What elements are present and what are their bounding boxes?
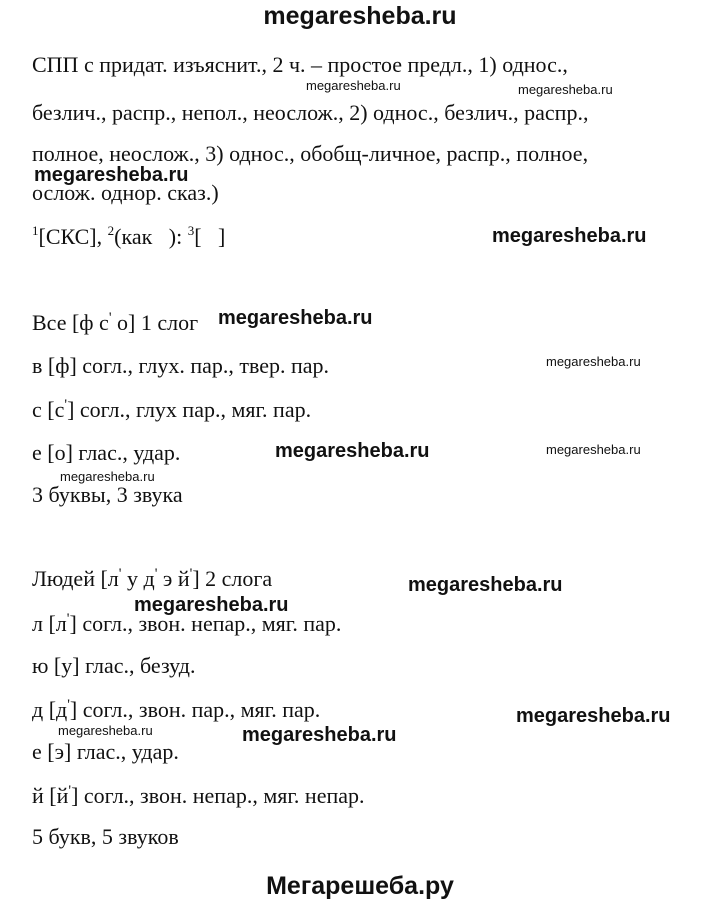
soft-mark: ' xyxy=(64,397,68,413)
scheme-part-3: [ ] xyxy=(194,224,226,249)
scheme-index-3: 3 xyxy=(187,223,195,238)
word2-row-4 xyxy=(32,739,179,765)
soft-mark: ' xyxy=(154,566,158,582)
word1-title-pre: Все [ф с xyxy=(32,310,109,335)
soft-mark: ' xyxy=(189,566,193,582)
row-text-pre: л [л xyxy=(32,611,67,636)
analysis-line-3: полное, неослож., 3) однос., обобщ-личное, распр., полное, xyxy=(32,141,589,166)
word2-title-pre: Людей [л xyxy=(32,566,119,591)
analysis-line-2: безлич., распр., непол., неослож., 2) однос., безлич., распр., xyxy=(32,100,589,125)
scheme-index-1: 1 xyxy=(32,223,39,238)
page-footer: Мегарешеба.ру xyxy=(266,872,454,900)
word1-row-3 xyxy=(32,440,180,466)
word1-row-1 xyxy=(32,353,329,379)
row-text: е [э] глас., удар. xyxy=(32,739,179,764)
word1-title-post: о] 1 слог xyxy=(111,310,199,335)
watermark: megaresheba.ru xyxy=(516,705,671,727)
row-text-post: ] согл., звон. непар., мяг. непар. xyxy=(71,783,365,808)
scheme-index-2: 2 xyxy=(107,223,115,238)
watermark: megaresheba.ru xyxy=(546,354,641,369)
page-header: megaresheba.ru xyxy=(263,2,457,30)
scheme-part-1: [СКС], xyxy=(38,224,108,249)
row-text-post: ] согл., звон. непар., мяг. пар. xyxy=(69,611,342,636)
word2-title-mid: э й xyxy=(157,566,190,591)
soft-mark: ' xyxy=(68,783,72,799)
analysis-line-1: СПП с придат. изъяснит., 2 ч. – простое предл., 1) однос., xyxy=(32,52,568,77)
watermark: megaresheba.ru xyxy=(518,82,613,97)
watermark: megaresheba.ru xyxy=(60,469,155,484)
row-text-post: ] согл., звон. пар., мяг. пар. xyxy=(69,697,321,722)
watermark: megaresheba.ru xyxy=(134,594,289,616)
watermark: megaresheba.ru xyxy=(218,307,373,329)
sentence-scheme xyxy=(32,224,225,250)
watermark: megaresheba.ru xyxy=(492,225,647,247)
word1-total: 3 буквы, 3 звука xyxy=(32,482,183,507)
row-text-pre: д [д xyxy=(32,697,68,722)
word1-title xyxy=(32,310,198,336)
soft-mark: ' xyxy=(67,697,70,713)
word2-row-2 xyxy=(32,653,195,679)
soft-mark: ' xyxy=(66,611,70,627)
watermark: megaresheba.ru xyxy=(546,442,641,457)
watermark: megaresheba.ru xyxy=(306,78,401,93)
word2-row-5 xyxy=(32,783,365,809)
watermark: megaresheba.ru xyxy=(275,440,430,462)
soft-mark: ' xyxy=(118,566,122,582)
word2-title-mid: у д xyxy=(121,566,155,591)
row-text-post: ] согл., глух пар., мяг. пар. xyxy=(67,397,312,422)
watermark: megaresheba.ru xyxy=(58,723,153,738)
analysis-line-4: ослож. однор. сказ.) xyxy=(32,180,219,205)
word2-total: 5 букв, 5 звуков xyxy=(32,824,179,849)
word2-title xyxy=(32,566,272,592)
row-text: в [ф] согл., глух. пар., твер. пар. xyxy=(32,353,330,378)
row-text-pre: й [й xyxy=(32,783,69,808)
row-text: е [о] глас., удар. xyxy=(32,440,181,465)
word1-row-2 xyxy=(32,397,311,423)
row-text: ю [у] глас., безуд. xyxy=(32,653,196,678)
watermark: megaresheba.ru xyxy=(242,724,397,746)
scheme-part-2: (как ): xyxy=(114,224,188,249)
word2-title-post: ] 2 слога xyxy=(192,566,273,591)
word2-row-3 xyxy=(32,697,320,723)
watermark: megaresheba.ru xyxy=(34,164,189,186)
watermark: megaresheba.ru xyxy=(408,574,563,596)
soft-mark: ' xyxy=(108,310,112,326)
row-text-pre: с [с xyxy=(32,397,65,422)
